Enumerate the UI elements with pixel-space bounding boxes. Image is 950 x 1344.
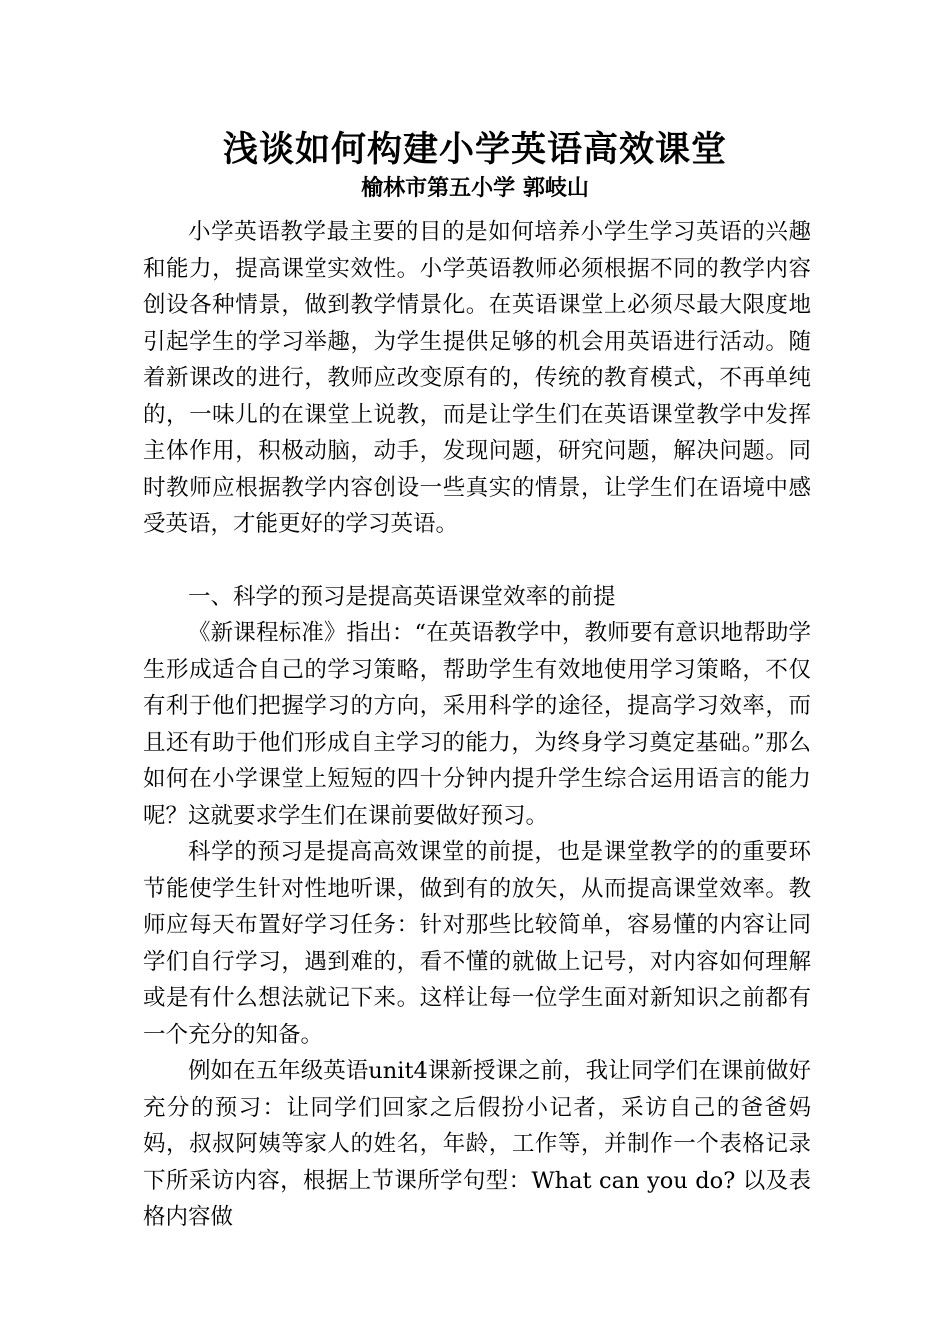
paragraph-preview-importance: 科学的预习是提高高效课堂的前提，也是课堂教学的的重要环节能使学生针对性地听课，做到有的放矢，从而提高课堂效率。教师应每天布置好学习任务：针对那些比较简单，容易懂的内容让同学们自行学习，遇到难的，看不懂的就做上记号，对内容如何理解或是有什么想法就记下来。这样让每一位学生面对新知识之前都有一个充分的知备。 [143, 839, 811, 1048]
paragraph-curriculum-quote: 《新课程标准》指出：“在英语教学中，教师要有意识地帮助学生形成适合自己的学习策略，帮助学生有效地使用学习策略，不仅有利于他们把握学习的方向，采用科学的途径，提高学习效率，而且还有助于他们形成自主学习的能力，为终身学习奠定基础。”那么如何在小学课堂上短短的四十分钟内提升学生综合运用语言的能力呢？这就要求学生们在课前要做好预习。 [143, 620, 811, 829]
paragraph-example: 例如在五年级英语unit4课新授课之前，我让同学们在课前做好充分的预习：让同学们回家之后假扮小记者，采访自己的爸爸妈妈，叔叔阿姨等家人的姓名，年龄，工作等，并制作一个表格记录下所采访内容，根据上节课所学句型：What can you do? 以及表格内容做 [143, 1058, 811, 1230]
document-body [143, 214, 811, 1236]
paragraph-intro: 小学英语教学最主要的目的是如何培养小学生学习英语的兴趣和能力，提高课堂实效性。小学英语教师必须根据不同的教学内容创设各种情景，做到教学情景化。在英语课堂上必须尽最大限度地引起学生的学习举趣，为学生提供足够的机会用英语进行活动。随着新课改的进行，教师应改变原有的，传统的教育模式，不再单纯的，一味儿的在课堂上说教，而是让学生们在英语课堂教学中发挥主体作用，积极动脑，动手，发现问题，研究问题，解决问题。同时教师应根据教学内容创设一些真实的情景，让学生们在语境中感受英语，才能更好的学习英语。 [143, 219, 811, 537]
document-title: 浅谈如何构建小学英语高效课堂 [222, 129, 727, 170]
document-author: 榆林市第五小学 郭岐山 [361, 175, 589, 201]
section-heading-1: 一、科学的预习是提高英语课堂效率的前提 [188, 583, 616, 610]
